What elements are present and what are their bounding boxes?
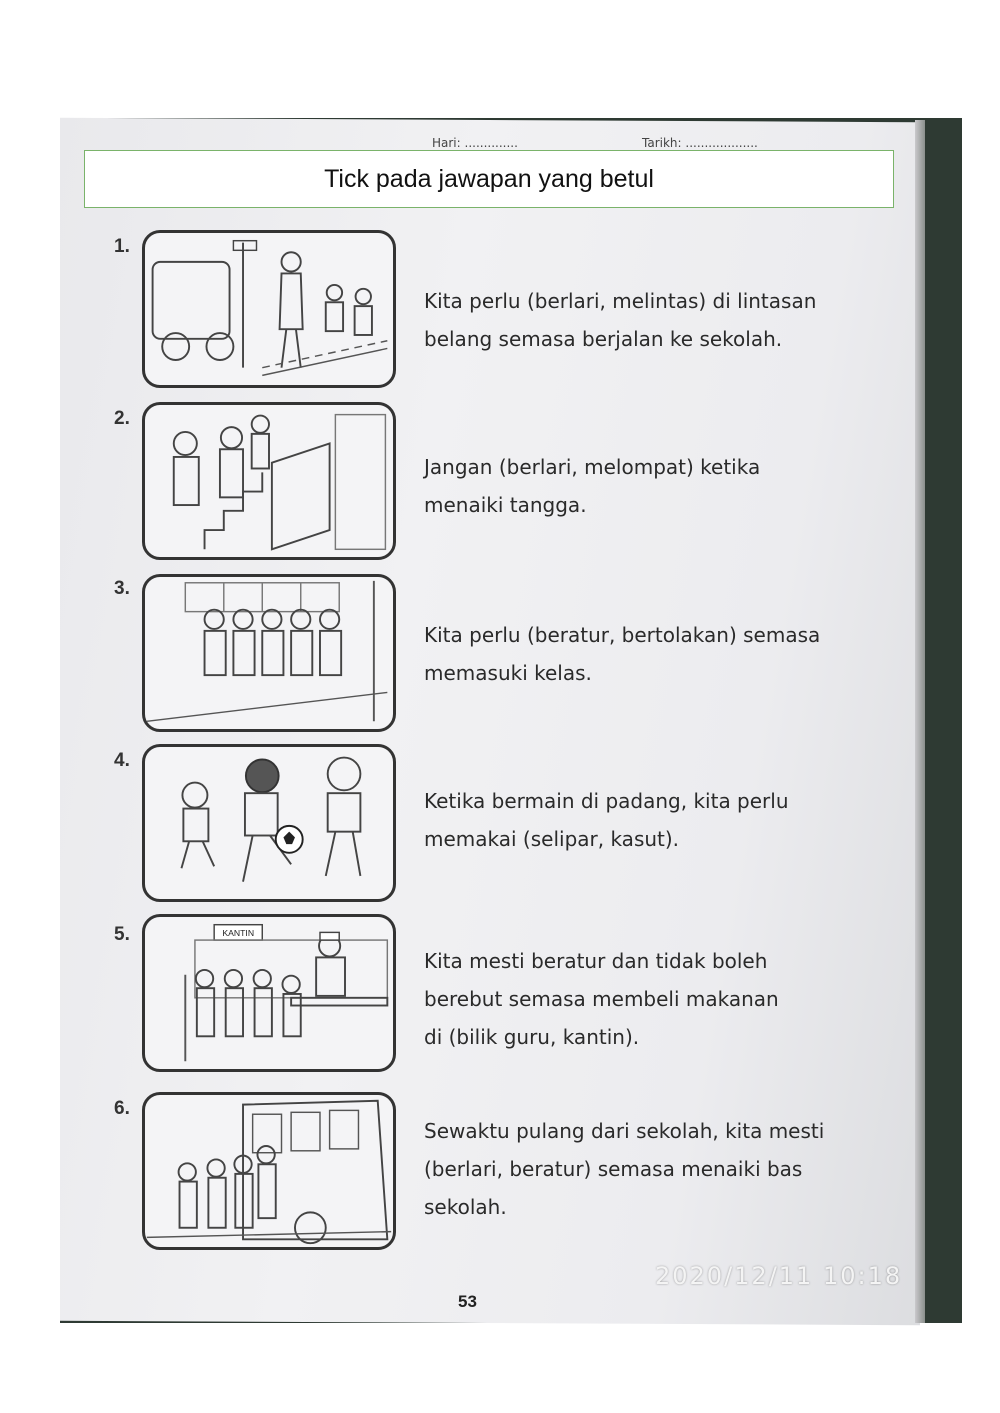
school-bus-picture (142, 1092, 396, 1250)
question-3-text: Kita perlu (beratur, bertolakan) semasa memasuki kelas. (424, 623, 821, 685)
question-5-number: 5. (114, 924, 130, 945)
question-1-number: 1. (114, 236, 130, 257)
school-bus-illustration (145, 1095, 393, 1247)
stairs-picture (142, 402, 396, 560)
question-6-number: 6. (114, 1098, 130, 1119)
page-number: 53 (458, 1292, 477, 1311)
question-2-text: Jangan (berlari, melompat) ketika menaiki tangga. (424, 455, 761, 517)
stairs-illustration (145, 405, 393, 557)
instruction-box (84, 150, 894, 208)
crossing-guard-picture (142, 230, 396, 388)
question-4-number: 4. (114, 750, 130, 771)
crossing-guard-illustration (145, 233, 393, 385)
football-illustration (145, 747, 393, 899)
photo-timestamp: 2020/12/11 10:18 (655, 1262, 903, 1290)
question-5-text: Kita mesti beratur dan tidak boleh berebut semasa membeli makanan di (bilik guru, kantin). (424, 949, 779, 1049)
question-2-number: 2. (114, 408, 130, 429)
page-edge (915, 120, 925, 1323)
tarikh-field: Tarikh: ................... (642, 136, 758, 150)
question-1-text: Kita perlu (berlari, melintas) di lintasan belang semasa berjalan ke sekolah. (424, 289, 817, 351)
football-picture (142, 744, 396, 902)
canteen-picture (142, 914, 396, 1072)
question-3-number: 3. (114, 578, 130, 599)
queue-picture (142, 574, 396, 732)
question-6-text: Sewaktu pulang dari sekolah, kita mesti (berlari, beratur) semasa menaiki bas sekolah. (424, 1119, 825, 1219)
queue-illustration (145, 577, 393, 729)
kantin-sign-text: KANTIN (222, 928, 255, 939)
canteen-illustration (145, 917, 393, 1069)
hari-field: Hari: .............. (432, 136, 518, 150)
instruction-text: Tick pada jawapan yang betul (324, 164, 654, 193)
question-4-text: Ketika bermain di padang, kita perlu memakai (selipar, kasut). (424, 789, 789, 851)
